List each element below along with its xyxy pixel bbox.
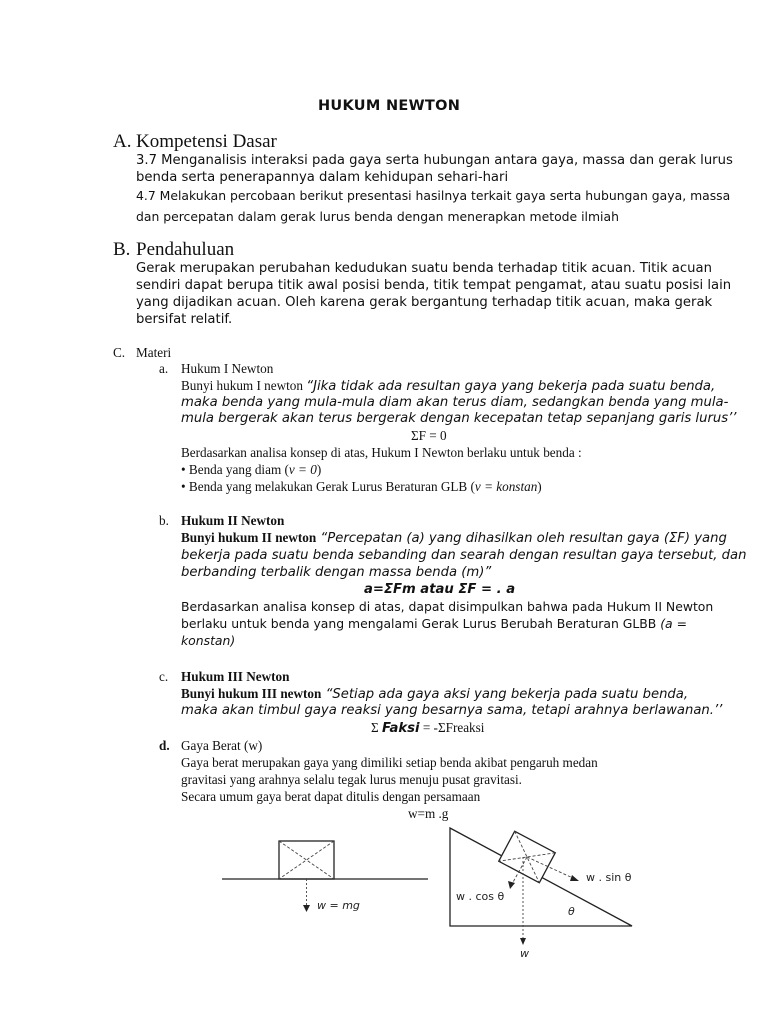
hukum-1-quote-3: mula bergerak akan terus bergerak dengan kecepatan tetap sepanjang garis lurus’’ bbox=[181, 411, 737, 426]
bullet-2-text: • Benda yang melakukan Gerak Lurus Beraturan GLB ( bbox=[181, 479, 475, 494]
gaya-berat-line-1: Gaya berat merupakan gaya yang dimiliki setiap benda akibat pengaruh medan bbox=[181, 755, 598, 770]
hukum-1-analysis: Berdasarkan analisa konsep di atas, Hukum I Newton berlaku untuk benda : bbox=[181, 445, 582, 460]
hukum-2-statement-line-1 bbox=[181, 530, 727, 546]
hukum-2-analysis-1: Berdasarkan analisa konsep di atas, dapat disimpulkan bahwa pada Hukum II Newton bbox=[181, 599, 714, 614]
hukum-3-formula bbox=[371, 720, 484, 736]
sin-label: w . sin θ bbox=[586, 871, 632, 884]
kd-4-7-line-1: 4.7 Melakukan percobaan berikut presentasi hasilnya terkait gaya serta hubungan gaya, massa bbox=[136, 188, 731, 203]
bullet-2-math: v = konstan bbox=[474, 479, 538, 494]
gaya-berat-line-3: Secara umum gaya berat dapat ditulis dengan persamaan bbox=[181, 789, 481, 804]
hukum-2-quote-3: berbanding terbalik dengan massa benda (m)” bbox=[181, 565, 492, 580]
hukum-2-analysis-math-2: konstan) bbox=[181, 633, 236, 648]
kd-3-7-line-1: 3.7 Menganalisis interaksi pada gaya serta hubungan antara gaya, massa dan gerak lurus bbox=[136, 153, 733, 168]
hukum-1-statement-line-1 bbox=[181, 378, 715, 394]
gaya-berat-formula: w=m .g bbox=[408, 806, 449, 821]
gaya-berat-line-2: gravitasi yang arahnya selalu tegak lurus menuju pusat gravitasi. bbox=[181, 772, 522, 787]
hukum-3-quote-2: maka akan timbul gaya reaksi yang besarnya sama, tetapi arahnya berlawanan.’’ bbox=[181, 703, 723, 718]
hukum-2-analysis-2-text: berlaku untuk benda yang mengalami Gerak Lurus Berubah Beraturan GLBB bbox=[181, 616, 661, 631]
intro-line-2: sendiri dapat berupa titik awal posisi benda, titik tempat pengamat, atau suatu posisi lain bbox=[136, 278, 732, 293]
page-title: HUKUM NEWTON bbox=[318, 98, 461, 114]
section-c-heading: Materi bbox=[136, 345, 172, 360]
section-a-heading: Kompetensi Dasar bbox=[136, 131, 277, 152]
section-a-letter: A. bbox=[113, 131, 132, 152]
item-c-letter: c. bbox=[159, 669, 169, 684]
figure-inclined-plane bbox=[442, 822, 642, 964]
hukum-2-analysis-2 bbox=[181, 616, 687, 631]
theta-label: θ bbox=[568, 905, 575, 918]
item-b-letter: b. bbox=[159, 513, 169, 528]
hukum-2-quote-2: bekerja pada suatu benda sebanding dan searah dengan resultan gaya tersebut, dan bbox=[181, 548, 747, 563]
figure-block-flat bbox=[220, 832, 430, 922]
kd-4-7-line-2: dan percepatan dalam gerak lurus benda dengan menerapkan metode ilmiah bbox=[136, 209, 619, 224]
section-c-letter: C. bbox=[113, 345, 126, 360]
bullet-1-text: • Benda yang diam ( bbox=[181, 462, 289, 477]
intro-line-3: yang dijadikan acuan. Oleh karena gerak bergantung terhadap titik acuan, maka gerak bbox=[136, 295, 713, 310]
bullet-1-end: ) bbox=[316, 462, 322, 477]
gaya-berat-title: Gaya Berat (w) bbox=[181, 738, 263, 753]
item-a-letter: a. bbox=[159, 361, 169, 376]
hukum-3-lead: Bunyi hukum III newton bbox=[181, 686, 322, 701]
bullet-1-math: v = 0 bbox=[288, 462, 317, 477]
hukum-3-statement-line-1 bbox=[181, 686, 688, 702]
section-b-letter: B. bbox=[113, 239, 131, 260]
hukum-1-formula: ΣF = 0 bbox=[411, 428, 447, 443]
hukum-3-formula-left: Σ bbox=[371, 720, 382, 735]
hukum-2-quote-1: “Percepatan (a) yang dihasilkan oleh resultan gaya (ΣF) yang bbox=[316, 531, 727, 546]
intro-line-4: bersifat relatif. bbox=[136, 312, 233, 327]
hukum-3-title: Hukum III Newton bbox=[181, 669, 290, 684]
item-d-letter: d. bbox=[159, 738, 170, 753]
intro-line-1: Gerak merupakan perubahan kedudukan suatu benda terhadap titik acuan. Titik acuan bbox=[136, 261, 712, 276]
hukum-1-bullet-1 bbox=[181, 462, 321, 478]
kd-3-7-line-2: benda serta penerapannya dalam kehidupan sehari-hari bbox=[136, 170, 509, 185]
section-b-heading: Pendahuluan bbox=[136, 239, 235, 260]
hukum-2-analysis-math-1: (a = bbox=[660, 616, 687, 631]
w-label: w bbox=[520, 947, 529, 960]
hukum-1-quote-2: maka benda yang mula-mula diam akan terus diam, sedangkan benda yang mula- bbox=[181, 395, 729, 410]
hukum-3-formula-faksi: Faksi bbox=[381, 721, 420, 736]
hukum-1-lead: Bunyi hukum I newton bbox=[181, 378, 307, 393]
hukum-2-lead: Bunyi hukum II newton bbox=[181, 530, 317, 545]
hukum-1-title: Hukum I Newton bbox=[181, 361, 274, 376]
weight-label: w = mg bbox=[317, 899, 360, 912]
hukum-1-quote-1: “Jika tidak ada resultan gaya yang bekerja pada suatu benda, bbox=[306, 379, 716, 394]
hukum-3-quote-1: “Setiap ada gaya aksi yang bekerja pada suatu benda, bbox=[321, 687, 689, 702]
hukum-3-formula-right: = -ΣFreaksi bbox=[419, 720, 485, 735]
cos-label: w . cos θ bbox=[456, 890, 505, 903]
hukum-2-formula: a=ΣFm atau ΣF = . a bbox=[364, 582, 516, 597]
hukum-1-bullet-2 bbox=[181, 479, 542, 495]
bullet-2-end: ) bbox=[537, 479, 542, 494]
hukum-2-title: Hukum II Newton bbox=[181, 513, 285, 528]
